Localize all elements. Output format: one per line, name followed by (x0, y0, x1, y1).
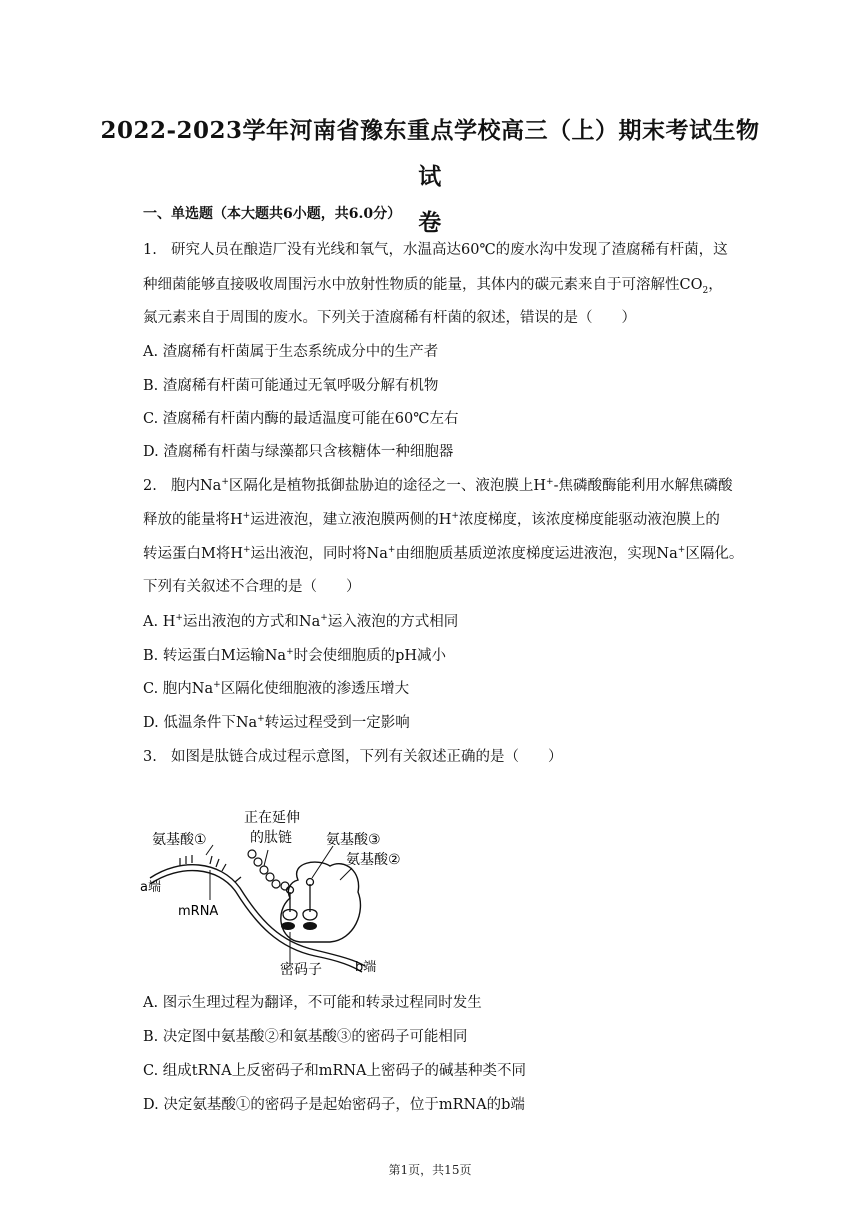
question-1-line-2 (143, 273, 723, 296)
plus-sup: + (213, 680, 221, 691)
question-1-text-1: 研究人员在酿造厂没有光线和氧气，水温高达60℃的废水沟中发现了渣腐稀有杆菌，这 (171, 242, 728, 258)
question-1-option-c[interactable]: C. 渣腐稀有杆菌内酶的最适温度可能在60℃左右 (143, 411, 459, 427)
question-3-option-a[interactable]: A. 图示生理过程为翻译，不可能和转录过程同时发生 (143, 995, 482, 1011)
question-1-text-2b: ， (708, 277, 723, 293)
question-2-line-3 (143, 542, 743, 563)
label-extending-chain-1: 正在延伸 (244, 810, 300, 826)
label-a-end: a端 (140, 880, 161, 895)
opt-text: 运入液泡的方式相同 (327, 614, 459, 630)
q2-text: 转运蛋白M将H (143, 546, 243, 562)
q2-text: 浓度梯度，该浓度梯度能驱动液泡膜上的 (458, 512, 720, 528)
label-amino-acid-1: 氨基酸① (152, 832, 207, 848)
label-codon: 密码子 (280, 962, 322, 978)
question-3-option-c[interactable]: C. 组成tRNA上反密码子和mRNA上密码子的碱基种类不同 (143, 1063, 527, 1079)
question-1-number: 1. (143, 242, 157, 258)
peptide-synthesis-figure (140, 800, 401, 980)
q2-text: 区隔化。 (685, 546, 744, 562)
q2-text: 运进液泡，建立液泡膜两侧的H (250, 512, 452, 528)
question-2-line-1 (143, 474, 733, 495)
plus-sup: + (677, 545, 686, 556)
co2-subscript: 2 (702, 285, 709, 296)
question-1-text-2: 种细菌能够直接吸收周围污水中放射性物质的能量，其体内的碳元素来自于可溶解性CO (143, 277, 703, 293)
label-amino-acid-3: 氨基酸③ (326, 832, 381, 848)
label-b-end: b端 (355, 960, 377, 975)
q2-text: 由细胞质基质逆浓度梯度运进液泡，实现Na (395, 546, 678, 562)
plus-sup: + (387, 545, 396, 556)
section-heading: 一、单选题（本大题共6小题，共6.0分） (143, 206, 402, 222)
ribosome-shape (281, 862, 361, 942)
q2-text: 释放的能量将H (143, 512, 243, 528)
question-1-option-d[interactable]: D. 渣腐稀有杆菌与绿藻都只含核糖体一种细胞器 (143, 444, 454, 460)
page-footer: 第1页，共15页 (388, 1163, 472, 1177)
peptide-chain (248, 850, 289, 890)
plus-sup: + (175, 613, 183, 624)
plus-sup: + (451, 511, 459, 522)
question-1-option-a[interactable]: A. 渣腐稀有杆菌属于生态系统成分中的生产者 (143, 344, 439, 360)
plus-sup: + (221, 477, 229, 488)
opt-text: A. H (143, 614, 176, 630)
plus-sup: + (286, 647, 294, 658)
label-amino-acid-2: 氨基酸② (346, 852, 401, 868)
q2-text: 区隔化是植物抵御盐胁迫的途径之一、液泡膜上H (228, 478, 547, 494)
question-3-line-1 (143, 745, 563, 766)
plus-sup: + (242, 511, 251, 522)
label-extending-chain-2: 的肽链 (250, 830, 292, 846)
exam-title (100, 108, 760, 246)
q2-text: 胞内Na (171, 478, 222, 494)
label-mrna: mRNA (178, 904, 219, 919)
question-2-option-a[interactable] (143, 610, 458, 631)
q2-text: 运出液泡，同时将Na (250, 546, 388, 562)
plus-sup: + (243, 545, 251, 556)
question-3-option-b[interactable]: B. 决定图中氨基酸②和氨基酸③的密码子可能相同 (143, 1029, 468, 1045)
question-2-number: 2. (143, 478, 157, 494)
opt-text: C. 胞内Na (143, 681, 214, 697)
opt-text: D. 低温条件下Na (143, 715, 258, 731)
title-line-1: 2022-2023学年河南省豫东重点学校高三（上）期末考试生物试 (100, 117, 760, 190)
question-1-line-3: 氮元素来自于周围的废水。下列关于渣腐稀有杆菌的叙述，错误的是（ ） (143, 310, 636, 326)
plus-sup: + (320, 613, 328, 624)
question-3-option-d[interactable]: D. 决定氨基酸①的密码子是起始密码子，位于mRNA的b端 (143, 1097, 525, 1113)
q2-text: -焦磷酸酶能利用水解焦磷酸 (553, 478, 733, 494)
question-3-stem: 如图是肽链合成过程示意图，下列有关叙述正确的是（ ） (171, 749, 563, 765)
question-2-line-4: 下列有关叙述不合理的是（ ） (143, 579, 361, 595)
question-1-option-b[interactable]: B. 渣腐稀有杆菌可能通过无氧呼吸分解有机物 (143, 378, 439, 394)
plus-sup: + (546, 477, 554, 488)
title-line-2: 卷 (418, 209, 442, 236)
opt-text: 时会使细胞质的pH减小 (293, 648, 447, 664)
plus-sup: + (257, 714, 265, 725)
question-2-line-2 (143, 508, 720, 529)
opt-text: 运出液泡的方式和Na (182, 614, 321, 630)
question-2-option-c[interactable] (143, 677, 409, 698)
opt-text: 区隔化使细胞液的渗透压增大 (220, 681, 410, 697)
question-3-number: 3. (143, 749, 157, 765)
opt-text: B. 转运蛋白M运输Na (143, 648, 287, 664)
question-2-option-d[interactable] (143, 711, 410, 732)
question-2-option-b[interactable] (143, 644, 446, 665)
question-1-line-1 (143, 238, 728, 259)
opt-text: 转运过程受到一定影响 (264, 715, 410, 731)
